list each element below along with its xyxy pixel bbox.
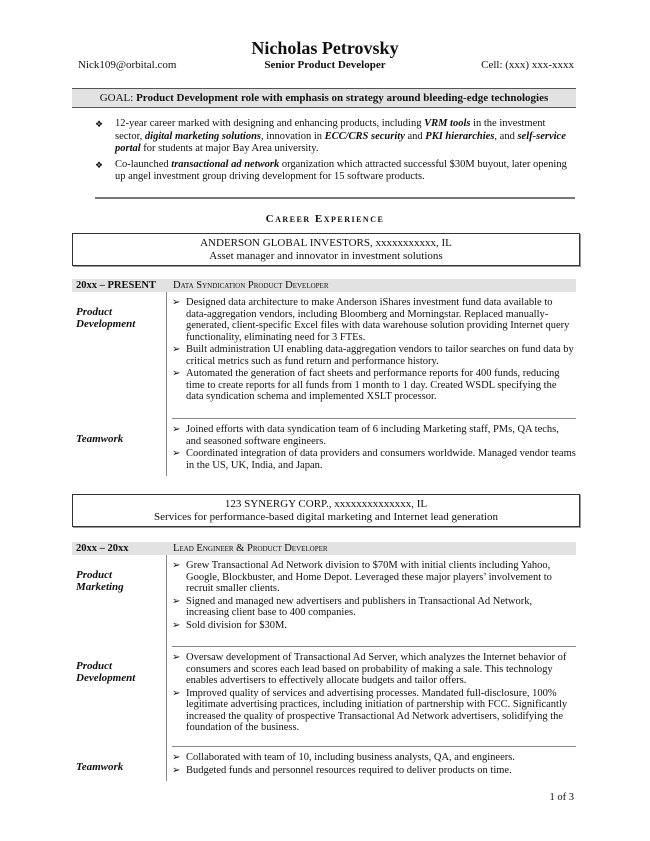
summary-text: 12-year career marked with designing and enhancing products, including: [115, 118, 425, 129]
list-item: [172, 344, 576, 367]
summary-highlight: self-service portal: [115, 130, 566, 154]
group-label: Product Development: [76, 306, 136, 330]
arrowhead-icon: ➢: [172, 560, 181, 571]
role-title: Lead Engineer & Product Developer: [173, 543, 328, 554]
summary-item: [95, 159, 575, 184]
bullet-text: Grew Transactional Ad Network division to $70M with initial clients including Yahoo, Google, Blockbuster, and Home Depot. Leveraged these major players’ involvement to recruit smaller clients.: [186, 560, 552, 594]
bullet-text: Automated the generation of fact sheets and performance reports for 400 funds, reducing time to create reports for all funds from 1 month to 1 day. Created WSDL specifying the data syndication schema and implemented XSLT processor.: [186, 368, 560, 402]
arrowhead-icon: ➢: [172, 368, 181, 379]
company-box: [72, 494, 580, 527]
arrowhead-icon: ➢: [172, 652, 181, 663]
bullet-text: Coordinated integration of data providers and consumers worldwide. Managed vendor teams in the US, UK, India, and Japan.: [186, 448, 576, 471]
arrowhead-icon: ➢: [172, 752, 181, 763]
arrowhead-icon: ➢: [172, 595, 181, 607]
bullet-text: Signed and managed new advertisers and publishers in Transactional Ad Network, increasing client base to 400 companies.: [186, 595, 533, 618]
summary-divider: [95, 197, 575, 199]
company-box: [72, 233, 580, 266]
column-divider: [166, 555, 167, 781]
role-band: [72, 279, 576, 292]
summary-item: [95, 118, 575, 156]
list-item: [172, 448, 576, 471]
summary-text: for students at major Bay Area university.: [140, 143, 319, 154]
summary-list: [95, 118, 575, 187]
arrowhead-icon: ➢: [172, 687, 181, 699]
group-divider: [172, 646, 576, 647]
summary-text: and: [404, 130, 426, 142]
summary-text: in the investment sector,: [115, 118, 546, 142]
group-label: Teamwork: [76, 433, 124, 445]
list-item: [172, 765, 576, 777]
group-label: Product Development: [76, 660, 136, 684]
list-item: [172, 368, 576, 403]
group-label: Product Marketing: [76, 569, 124, 593]
list-item: [172, 688, 576, 734]
diamond-cluster-icon: ❖: [95, 159, 104, 170]
summary-highlight: ECC/CRS security: [324, 130, 405, 142]
arrowhead-icon: ➢: [172, 764, 181, 776]
group-divider: [172, 418, 576, 419]
company-description: Services for performance-based digital marketing and Internet lead generation: [154, 511, 498, 523]
list-item: [172, 596, 576, 619]
summary-text: , innovation in: [261, 130, 325, 142]
group-label: Teamwork: [76, 761, 124, 773]
arrowhead-icon: ➢: [172, 619, 181, 631]
role-title: Data Syndication Product Developer: [173, 280, 329, 291]
summary-highlight: VRM tools: [424, 118, 471, 129]
bullet-text: Joined efforts with data syndication team of 6 including Marketing staff, PMs, QA techs, and seasoned software engineers.: [186, 424, 559, 447]
bullet-text: Improved quality of services and advertising processes. Mandated full-disclosure, 100% legitimate advertising practices, including initiation of partnership with FCC. Significantly increased the quality of prospective Transactional Ad Network advertisers, solidifying the foundation of the business.: [186, 687, 568, 733]
summary-text: organization which attracted successful $30M buyout, later opening up angel investment group driving development for 15 software products.: [115, 158, 567, 182]
list-item: [172, 652, 576, 687]
goal-text: Product Development role with emphasis on strategy around bleeding-edge technologies: [136, 92, 549, 104]
list-item: [172, 297, 576, 343]
summary-text: , and: [494, 130, 518, 142]
candidate-name: Nicholas Petrovsky: [251, 38, 399, 58]
company-name: ANDERSON GLOBAL INVESTORS, xxxxxxxxxxx, IL: [200, 237, 452, 249]
section-title-text: Career Experience: [265, 213, 385, 225]
bullet-text: Collaborated with team of 10, including business analysts, QA, and engineers.: [186, 752, 515, 763]
role-dates: 20xx – PRESENT: [76, 280, 156, 291]
arrowhead-icon: ➢: [172, 424, 181, 435]
arrowhead-icon: ➢: [172, 297, 181, 308]
bullet-list: [172, 560, 576, 632]
summary-text: Co-launched: [115, 158, 172, 170]
goal-banner: [72, 88, 576, 108]
bullet-text: Built administration UI enabling data-aggregation vendors to tailor searches on fund data by critical metrics such as fund return and performance history.: [186, 344, 574, 367]
bullet-list: [172, 297, 576, 404]
summary-highlight: digital marketing solutions: [144, 130, 262, 142]
list-item: [172, 752, 576, 764]
role-band: [72, 542, 576, 555]
bullet-list: [172, 652, 576, 735]
bullet-text: Oversaw development of Transactional Ad Server, which analyzes the Internet behavior of consumers and scores each lead based on probability of making a sale. This technology enables advertisers to effectively allocate budgets and tailor offers.: [186, 652, 567, 686]
diamond-cluster-icon: ❖: [95, 119, 104, 129]
email-address[interactable]: Nick109@orbital.com: [78, 59, 177, 71]
bullet-text: Designed data architecture to make Anderson iShares investment fund data available to data-aggregation vendors, including Bloomberg and Morningstar. Replaced manually-generated, client-specific Excel files with data warehouse solution providing Internet query functionality, eliminating need for 3 FTEs.: [186, 297, 570, 343]
summary-highlight: PKI hierarchies: [425, 130, 495, 142]
page-number: 1 of 3: [549, 792, 574, 803]
list-item: [172, 620, 576, 632]
arrowhead-icon: ➢: [172, 448, 181, 459]
goal-prefix: GOAL:: [99, 92, 134, 104]
bullet-list: [172, 752, 576, 777]
group-divider: [172, 746, 576, 747]
section-title: [0, 213, 650, 225]
bullet-text: Budgeted funds and personnel resources required to deliver products on time.: [186, 764, 512, 776]
list-item: [172, 424, 576, 447]
role-dates: 20xx – 20xx: [76, 543, 129, 554]
summary-highlight: transactional ad network: [171, 158, 280, 170]
cell-phone: Cell: (xxx) xxx-xxxx: [481, 59, 574, 71]
candidate-role: Senior Product Developer: [264, 59, 386, 71]
arrowhead-icon: ➢: [172, 344, 181, 355]
column-divider: [166, 292, 167, 476]
bullet-list: [172, 424, 576, 472]
company-name: 123 SYNERGY CORP., xxxxxxxxxxxxxx, IL: [224, 498, 428, 510]
bullet-text: Sold division for $30M.: [186, 619, 287, 631]
list-item: [172, 560, 576, 595]
company-description: Asset manager and innovator in investment solutions: [209, 250, 443, 262]
